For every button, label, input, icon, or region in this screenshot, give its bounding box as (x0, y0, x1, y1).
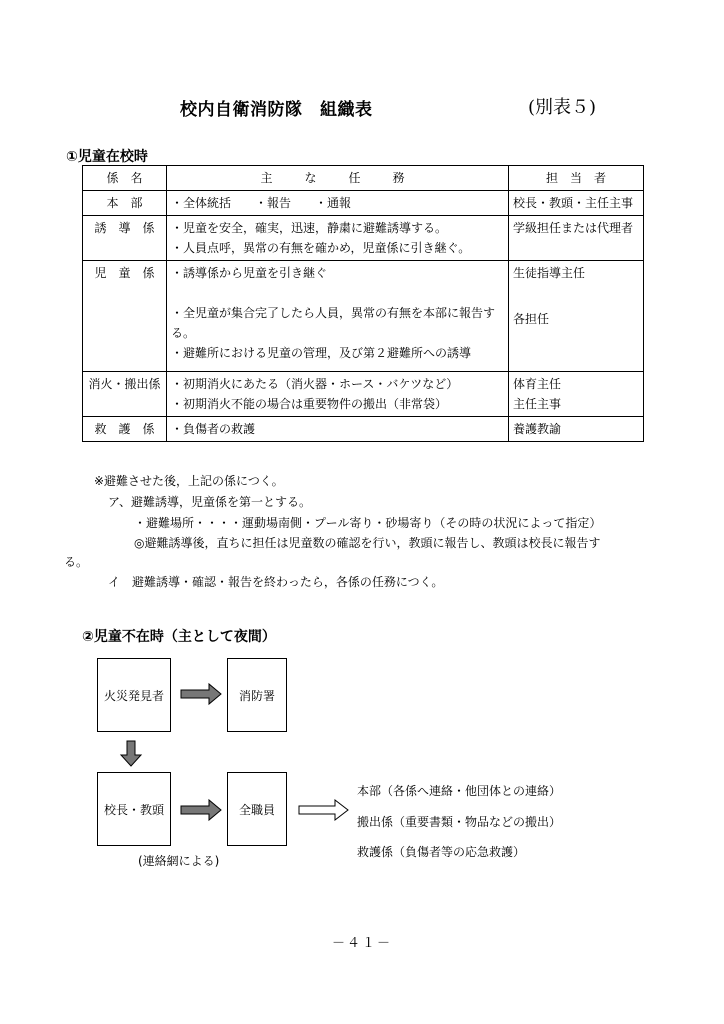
staff-item: 養護教諭 (513, 422, 562, 436)
contact-network-caption: (連絡網による) (138, 854, 220, 868)
staff-item: 各担任 (513, 312, 550, 326)
note-line: る。 (64, 555, 89, 569)
section2-heading: ②児童不在時（主として夜間） (82, 629, 276, 645)
duty-item: ・全体統括 ・報告 ・通報 (171, 196, 352, 210)
arrow-right-icon (181, 800, 221, 820)
staff-item: 主任主事 (513, 397, 562, 411)
note-line: ◎避難誘導後，直ちに担任は児童数の確認を行い，教頭に報告し、教頭は校長に報告す (134, 536, 601, 550)
note-line: ※避難させた後，上記の係につく。 (94, 474, 284, 488)
column-header-staff: 担 当 者 (509, 166, 644, 191)
section1-heading: ①児童在校時 (66, 149, 148, 165)
duty-item: ・人員点呼，異常の有無を確かめ，児童係に引き継ぐ。 (171, 241, 471, 255)
role-cell: 児 童 係 (83, 261, 167, 372)
duty-item: ・負傷者の救護 (171, 422, 256, 436)
duty-item: ・児童を安全，確実，迅速，静粛に避難誘導する。 (171, 221, 448, 235)
note-line: イ 避難誘導・確認・報告を終わったら，各係の任務につく。 (108, 575, 444, 589)
all-staff-label: 全職員 (238, 802, 275, 817)
duty-item: ・初期消火不能の場合は重要物件の搬出（非常袋） (171, 397, 448, 411)
note-line: ア、避難誘導，児童係を第一とする。 (108, 495, 312, 509)
principal-label: 校長・教頭 (103, 802, 164, 817)
assignment-item: 救護係（負傷者等の応急救護） (357, 845, 526, 859)
document-title: 校内自衛消防隊 組織表 (180, 100, 373, 120)
note-line: ・避難場所・・・・運動場南側・プール寄り・砂場寄り（その時の状況によって指定） (134, 516, 602, 530)
arrow-right-icon (181, 684, 221, 704)
duty-item: ・全児童が集合完了したら人員，異常の有無を本部に報告する。 (171, 306, 496, 340)
role-cell: 誘 導 係 (83, 216, 167, 261)
role-cell: 本 部 (83, 191, 167, 216)
column-header-role: 係 名 (83, 166, 167, 191)
arrow-right-outline-icon (299, 800, 348, 820)
discoverer-label: 火災発見者 (103, 688, 164, 703)
assignment-item: 搬出係（重要書類・物品などの搬出） (357, 815, 562, 829)
column-header-duties: 主 な 任 務 (167, 166, 509, 191)
role-cell: 救 護 係 (83, 417, 167, 442)
fire-station-label: 消防署 (238, 688, 275, 703)
arrow-down-icon (121, 741, 141, 766)
staff-item: 生徒指導主任 (513, 266, 586, 280)
assignment-item: 本部（各係へ連絡・他団体との連絡） (357, 784, 562, 798)
staff-item: 校長・教頭・主任主事 (513, 196, 634, 210)
staff-item: 体育主任 (513, 377, 562, 391)
duty-item: ・避難所における児童の管理，及び第２避難所への誘導 (171, 346, 472, 360)
document-subtitle: (別表５) (528, 97, 597, 118)
page-number: －４１－ (331, 936, 392, 951)
duty-item: ・誘導係から児童を引き継ぐ (171, 266, 328, 280)
staff-item: 学級担任または代理者 (513, 221, 634, 235)
role-cell: 消火・搬出係 (83, 372, 167, 417)
duty-item: ・初期消火にあたる（消火器・ホース・バケツなど） (171, 377, 459, 391)
